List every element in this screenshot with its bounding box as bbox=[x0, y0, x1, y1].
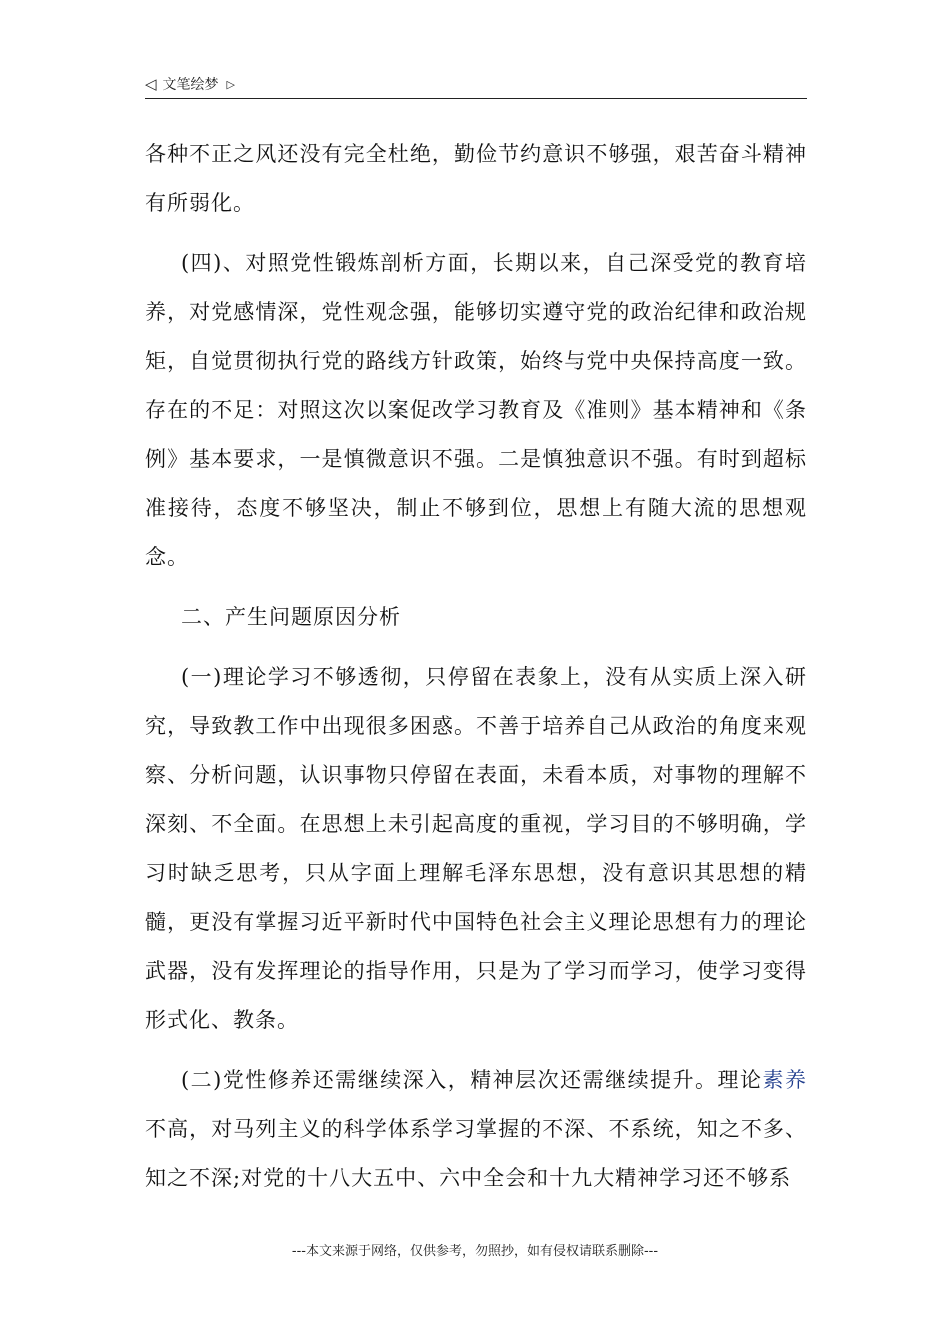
footer-disclaimer: ---本文来源于网络，仅供参考，勿照抄，如有侵权请联系删除--- bbox=[291, 1244, 659, 1259]
cause-two-text-end: 不高，对马列主义的科学体系学习掌握的不深、不系统，知之不多、知之不深;对党的十八大五中、六中全会和十九大精神学习还不够系 bbox=[145, 1117, 807, 1190]
triangle-left-icon: ◁ bbox=[145, 74, 157, 93]
highlighted-word: 素养 bbox=[762, 1068, 808, 1092]
paragraph-cause-two bbox=[145, 1056, 807, 1203]
paragraph-section-four: (四)、对照党性锻炼剖析方面，长期以来，自己深受党的教育培养，对党感情深，党性观念强，能够切实遵守党的政治纪律和政治规矩，自觉贯彻执行党的路线方针政策，始终与党中央保持高度一致。存在的不足：对照这次以案促改学习教育及《准则》基本精神和《条例》基本要求，一是慎微意识不强。二是慎独意识不强。有时到超标准接待，态度不够坚决，制止不够到位，思想上有随大流的思想观念。 bbox=[145, 251, 807, 569]
paragraph-continuation: 各种不正之风还没有完全杜绝，勤俭节约意识不够强，艰苦奋斗精神有所弱化。 bbox=[145, 142, 807, 215]
page-header bbox=[145, 70, 807, 99]
cause-two-text-start: (二)党性修养还需继续深入，精神层次还需继续提升。理论 bbox=[181, 1068, 763, 1092]
triangle-right-icon: ▷ bbox=[226, 77, 236, 91]
document-body bbox=[145, 130, 807, 1203]
paragraph-cause-one: (一)理论学习不够透彻，只停留在表象上，没有从实质上深入研究，导致教工作中出现很多困惑。不善于培养自己从政治的角度来观察、分析问题，认识事物只停留在表面，未看本质，对事物的理解不深刻、不全面。在思想上未引起高度的重视，学习目的不够明确，学习时缺乏思考，只从字面上理解毛泽东思想，没有意识其思想的精髓，更没有掌握习近平新时代中国特色社会主义理论思想有力的理论武器，没有发挥理论的指导作用，只是为了学习而学习，使学习变得形式化、教条。 bbox=[145, 665, 807, 1032]
section-heading-causes: 二、产生问题原因分析 bbox=[181, 605, 401, 629]
header-title: 文笔绘梦 bbox=[162, 77, 219, 93]
